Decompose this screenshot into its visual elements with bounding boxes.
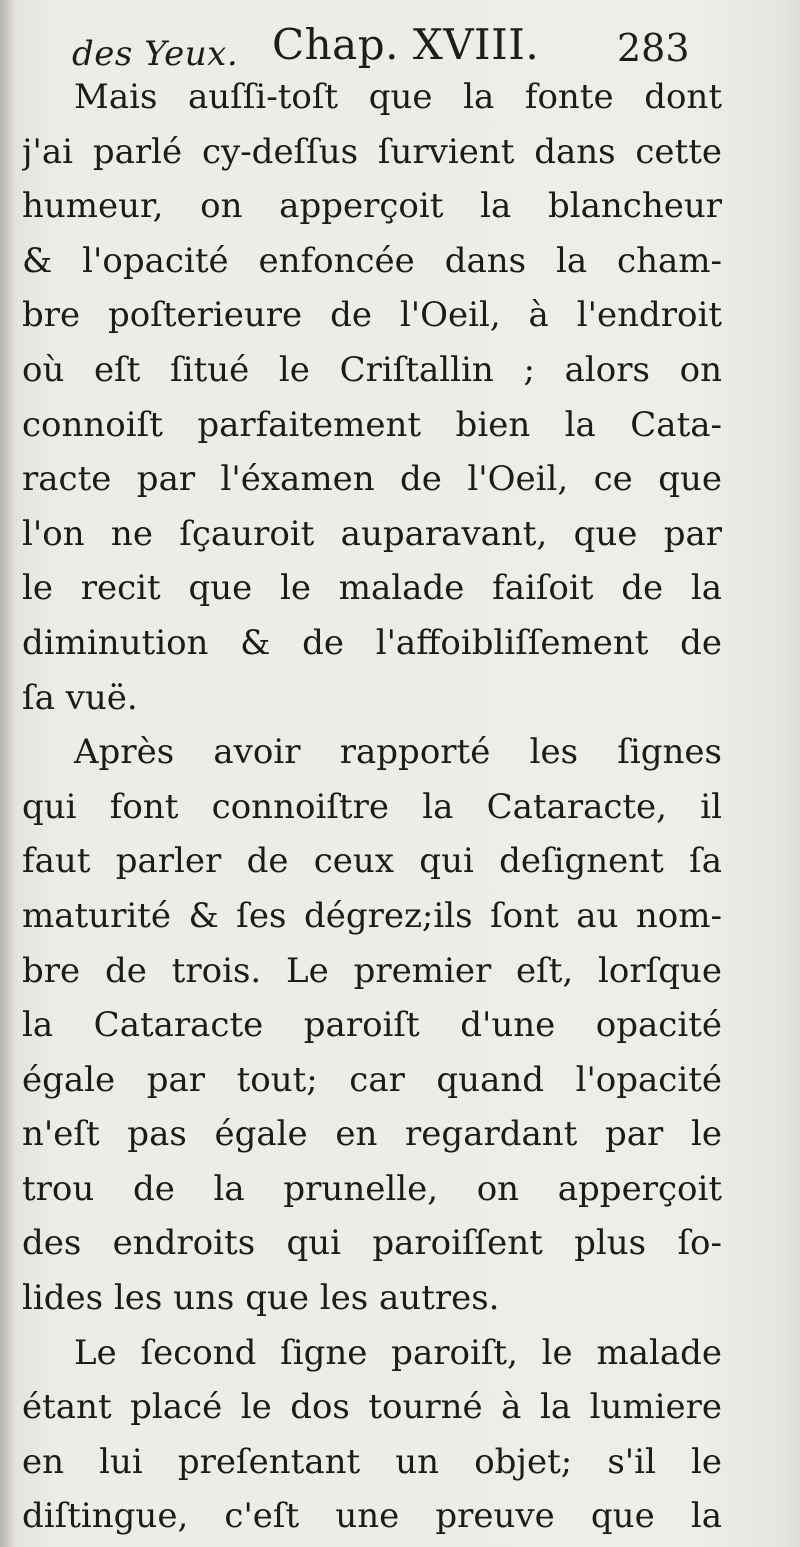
text-line: où eſt ſitué le Criſtallin ; alors on [22,349,722,390]
running-header-title: des Yeux. [72,34,239,74]
text-line: en lui preſentant un objet; s'il le [22,1441,722,1482]
text-line: j'ai parlé cy-deſſus ſurvient dans cette [22,131,722,172]
page-number: 283 [617,26,690,70]
text-line: le recit que le malade faiſoit de la [22,568,722,609]
text-line: bre de trois. Le premier eſt, lorſque [22,950,722,991]
text-line: trou de la prunelle, on apperçoit [22,1168,722,1209]
text-line: lides les uns que les autres. [22,1278,500,1319]
text-line: Après avoir rapporté les ſignes [74,732,722,773]
paragraph [22,70,722,725]
text-line: l'on ne ſçauroit auparavant, que par [22,513,722,554]
text-line: des endroits qui paroiſſent plus ſo- [22,1223,722,1264]
text-line: ſa vuë. [22,677,138,718]
text-line: faut parler de ceux qui deſignent ſa [22,841,722,882]
page-gutter-shadow [0,0,14,1547]
text-line: étant placé le dos tourné à la lumiere [22,1387,722,1428]
text-line: égale par tout; car quand l'opacité [22,1059,722,1100]
text-line: qui font connoiſtre la Cataracte, il [22,786,722,827]
text-line: bre poſterieure de l'Oeil, à l'endroit [22,295,722,336]
text-line: la Cataracte paroiſt d'une opacité [22,1005,722,1046]
paragraph [22,725,722,1326]
text-line: & l'opacité enfoncée dans la cham- [22,240,722,281]
text-line: racte par l'éxamen de l'Oeil, ce que [22,459,722,500]
text-line: Le ſecond ſigne paroiſt, le malade [74,1332,722,1373]
page-body-text [22,70,722,1544]
chapter-heading: Chap. XVIII. [272,20,540,69]
paragraph [22,1326,722,1544]
text-line: Mais auſſi-toſt que la fonte dont [74,77,722,117]
text-line: maturité & ſes dégrez;ils ſont au nom- [22,895,722,936]
text-line: humeur, on apperçoit la blancheur [22,186,722,227]
running-header [72,18,712,78]
text-line: connoiſt parfaitement bien la Cata- [22,404,722,445]
text-line: n'eſt pas égale en regardant par le [22,1114,722,1155]
text-line: diminution & de l'affoibliſſement de [22,622,722,663]
text-line: diſtingue, c'eſt une preuve que la [22,1496,722,1537]
